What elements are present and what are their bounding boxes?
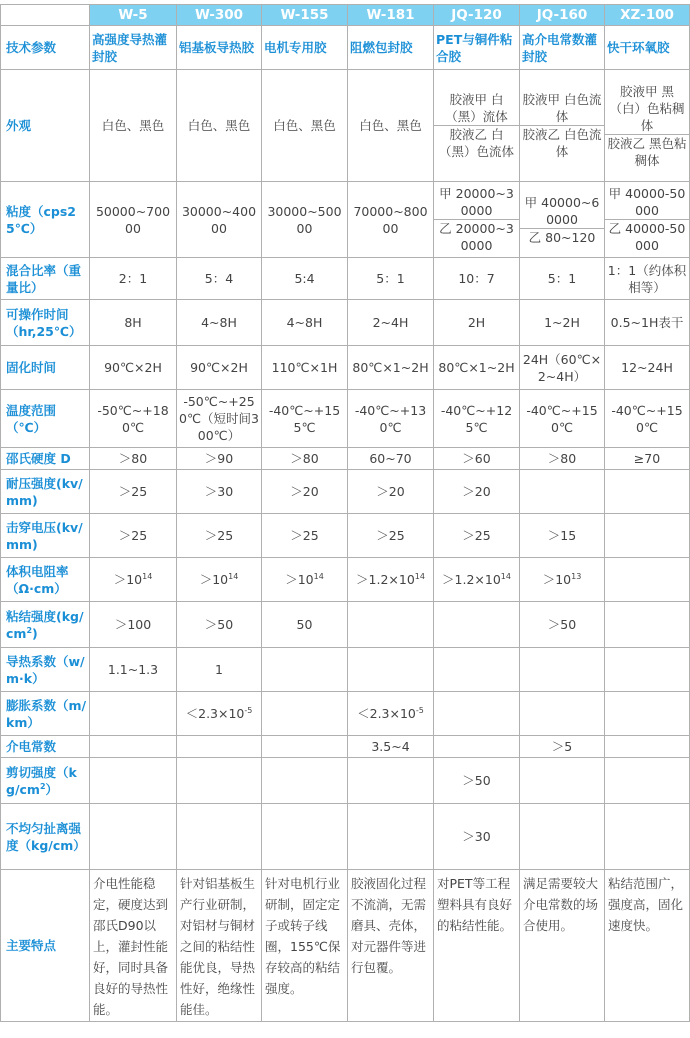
table-cell: ＞15	[520, 514, 605, 558]
table-cell	[520, 758, 605, 804]
table-cell: 针对铝基板生产行业研制，对铝材与铜材之间的粘结性能优良，导热性好，绝缘性能佳。	[177, 870, 262, 1022]
label-exponent: 2	[26, 625, 33, 635]
label-end: ）	[45, 781, 59, 797]
table-cell: ＞5	[520, 736, 605, 758]
product-name: 阻燃包封胶	[348, 26, 434, 70]
mix-ratio-row	[1, 258, 690, 300]
value-base: ＜2.3×10	[357, 706, 416, 721]
value-exponent: 14	[500, 572, 511, 581]
product-name: PET与铜件粘合胶	[434, 26, 520, 70]
row-label: 技术参数	[1, 26, 90, 70]
value-base: ＞10	[285, 572, 314, 587]
temp-range-row	[1, 390, 690, 448]
table-cell	[348, 758, 434, 804]
label-base: 剪切强度（kg/cm	[6, 764, 77, 797]
row-label: 邵氏硬度 D	[1, 448, 90, 470]
table-cell	[520, 70, 605, 182]
table-cell	[262, 648, 348, 692]
features-row	[1, 870, 690, 1022]
row-label: 介电常数	[1, 736, 90, 758]
table-cell: 5：4	[177, 258, 262, 300]
table-cell: ＞25	[177, 514, 262, 558]
breakdown-row	[1, 514, 690, 558]
table-cell: 30000~40000	[177, 182, 262, 258]
appearance-row	[1, 70, 690, 182]
table-cell: -40℃~+125℃	[434, 390, 520, 448]
table-cell: ＞30	[434, 804, 520, 870]
table-cell: ＞80	[520, 448, 605, 470]
table-cell: 110℃×1H	[262, 346, 348, 390]
row-label: 可操作时间（hr,25℃）	[1, 300, 90, 346]
table-cell: ＞25	[348, 514, 434, 558]
table-cell: 1.1~1.3	[90, 648, 177, 692]
product-name: 铝基板导热胶	[177, 26, 262, 70]
table-cell: 2：1	[90, 258, 177, 300]
table-cell: 24H（60℃×2~4H）	[520, 346, 605, 390]
label-end: )	[32, 625, 38, 641]
table-cell	[90, 804, 177, 870]
table-cell: 12~24H	[605, 346, 690, 390]
table-cell	[434, 736, 520, 758]
value-base: ＞10	[113, 572, 143, 587]
table-cell: 白色、黑色	[177, 70, 262, 182]
cell-part: 乙 80~120	[520, 228, 604, 246]
table-cell	[605, 470, 690, 514]
table-cell: -40℃~+155℃	[262, 390, 348, 448]
table-cell: 8H	[90, 300, 177, 346]
table-cell	[605, 514, 690, 558]
table-cell	[434, 692, 520, 736]
value-exponent: -5	[244, 706, 253, 715]
row-label: 不均匀扯离强度（kg/cm）	[1, 804, 90, 870]
table-cell	[605, 692, 690, 736]
table-cell: 70000~80000	[348, 182, 434, 258]
model-header-row	[1, 5, 690, 26]
table-cell: ＞25	[434, 514, 520, 558]
table-cell: ＞100	[90, 602, 177, 648]
table-cell: ＞50	[434, 758, 520, 804]
model-cell: W-300	[177, 5, 262, 26]
table-cell: 5：1	[520, 258, 605, 300]
table-cell	[348, 558, 434, 602]
row-label	[1, 602, 90, 648]
hardness-row	[1, 448, 690, 470]
table-cell	[520, 648, 605, 692]
table-cell: 介电性能稳定，硬度达到邵氏D90以上，灌封性能好，同时具备良好的导热性能。	[90, 870, 177, 1022]
row-label: 粘度（cps25℃）	[1, 182, 90, 258]
table-cell	[434, 558, 520, 602]
expansion-row	[1, 692, 690, 736]
row-label: 耐压强度(kv/mm)	[1, 470, 90, 514]
product-name: 电机专用胶	[262, 26, 348, 70]
table-cell: 80℃×1~2H	[348, 346, 434, 390]
value-base: ＞1.2×10	[356, 572, 415, 587]
table-cell	[348, 692, 434, 736]
value-base: ＞10	[199, 572, 229, 587]
row-label: 外观	[1, 70, 90, 182]
cell-part: 甲 40000~60000	[524, 194, 600, 227]
product-name: 高介电常数灌封胶	[520, 26, 605, 70]
label-base: 粘结强度(kg/cm	[6, 608, 84, 641]
table-cell	[520, 558, 605, 602]
table-cell	[434, 648, 520, 692]
table-cell	[605, 602, 690, 648]
table-cell: ＞50	[177, 602, 262, 648]
label-exponent: 2	[39, 781, 46, 791]
table-cell: 白色、黑色	[90, 70, 177, 182]
table-cell	[434, 70, 520, 182]
cell-part: 胶液乙 白（黑）色流体	[434, 125, 519, 160]
dielectric-row	[1, 736, 690, 758]
peel-row	[1, 804, 690, 870]
product-name-row	[1, 26, 690, 70]
table-cell: ＞20	[348, 470, 434, 514]
table-cell	[348, 648, 434, 692]
value-base: ＞1.2×10	[442, 572, 501, 587]
table-cell	[262, 558, 348, 602]
table-cell: ≥70	[605, 448, 690, 470]
cell-part: 胶液甲 白色流体	[522, 92, 602, 124]
table-cell: 白色、黑色	[262, 70, 348, 182]
table-cell: ＞50	[520, 602, 605, 648]
table-cell: 对PET等工程塑料具有良好的粘结性能。	[434, 870, 520, 1022]
table-cell: ＞80	[262, 448, 348, 470]
cell-part: 乙 40000-50000	[605, 219, 689, 254]
table-cell	[262, 692, 348, 736]
cell-part: 胶液甲 黑（白）色粘稠体	[609, 83, 685, 133]
shear-row	[1, 758, 690, 804]
compressive-row	[1, 470, 690, 514]
tech-spec-table	[0, 4, 690, 1022]
model-cell: W-155	[262, 5, 348, 26]
table-cell	[520, 182, 605, 258]
table-cell: 1：1（约体积相等）	[605, 258, 690, 300]
table-cell	[434, 602, 520, 648]
table-cell: 30000~50000	[262, 182, 348, 258]
table-cell: -40℃~+130℃	[348, 390, 434, 448]
row-label: 体积电阻率（Ω·cm）	[1, 558, 90, 602]
cell-part: 胶液乙 白色流体	[520, 125, 604, 160]
table-cell: -50℃~+250℃（短时间300℃）	[177, 390, 262, 448]
table-cell	[177, 558, 262, 602]
table-cell	[177, 736, 262, 758]
value-exponent: 14	[142, 572, 153, 581]
table-cell	[262, 804, 348, 870]
table-cell: 4~8H	[177, 300, 262, 346]
table-cell: ＞30	[177, 470, 262, 514]
table-cell: 90℃×2H	[177, 346, 262, 390]
value-exponent: 13	[571, 572, 582, 581]
table-cell	[177, 692, 262, 736]
table-cell	[90, 692, 177, 736]
table-cell: ＞25	[262, 514, 348, 558]
table-cell	[605, 736, 690, 758]
table-cell: 胶液固化过程不流淌，无需磨具、壳体，对元器件等进行包覆。	[348, 870, 434, 1022]
table-cell	[90, 558, 177, 602]
pot-life-row	[1, 300, 690, 346]
table-cell: 2H	[434, 300, 520, 346]
table-cell: ＞60	[434, 448, 520, 470]
table-cell	[262, 758, 348, 804]
table-cell	[262, 736, 348, 758]
table-cell: 50	[262, 602, 348, 648]
table-cell	[348, 804, 434, 870]
model-cell: JQ-160	[520, 5, 605, 26]
table-cell	[605, 558, 690, 602]
table-cell	[520, 470, 605, 514]
table-cell	[605, 648, 690, 692]
table-cell: ＞20	[434, 470, 520, 514]
table-cell	[605, 182, 690, 258]
row-label: 温度范围（℃）	[1, 390, 90, 448]
table-cell: 60~70	[348, 448, 434, 470]
product-name: 高强度导热灌封胶	[90, 26, 177, 70]
cell-part: 胶液乙 黑色粘稠体	[605, 134, 689, 169]
table-cell	[520, 692, 605, 736]
row-label: 膨胀系数（m/km）	[1, 692, 90, 736]
table-cell	[90, 736, 177, 758]
table-cell: 1~2H	[520, 300, 605, 346]
value-exponent: -5	[415, 706, 424, 715]
bond-strength-row	[1, 602, 690, 648]
value-exponent: 14	[414, 572, 425, 581]
table-cell: 4~8H	[262, 300, 348, 346]
value-base: ＞10	[542, 572, 572, 587]
table-cell: ＞25	[90, 470, 177, 514]
table-cell: ＞80	[90, 448, 177, 470]
table-cell	[605, 758, 690, 804]
value-exponent: 14	[228, 572, 239, 581]
viscosity-row	[1, 182, 690, 258]
cell-part: 乙 20000~30000	[434, 219, 519, 254]
table-cell: 10：7	[434, 258, 520, 300]
table-cell: 90℃×2H	[90, 346, 177, 390]
table-cell: ＞90	[177, 448, 262, 470]
table-cell: -40℃~+150℃	[605, 390, 690, 448]
row-label: 击穿电压(kv/mm)	[1, 514, 90, 558]
table-cell: 3.5~4	[348, 736, 434, 758]
table-cell: 5：1	[348, 258, 434, 300]
table-cell: -40℃~+150℃	[520, 390, 605, 448]
table-cell: 满足需要较大介电常数的场合使用。	[520, 870, 605, 1022]
table-cell	[605, 70, 690, 182]
table-cell	[348, 602, 434, 648]
value-base: ＜2.3×10	[185, 706, 245, 721]
table-cell: 80℃×1~2H	[434, 346, 520, 390]
table-cell: 5:4	[262, 258, 348, 300]
table-cell	[605, 804, 690, 870]
row-label	[1, 758, 90, 804]
model-cell: W-5	[90, 5, 177, 26]
product-name: 快干环氧胶	[605, 26, 690, 70]
table-cell: ＞25	[90, 514, 177, 558]
resistivity-row	[1, 558, 690, 602]
value-exponent: 14	[313, 572, 324, 581]
table-cell	[520, 804, 605, 870]
row-label: 固化时间	[1, 346, 90, 390]
table-cell: 针对电机行业研制，固定定子或转子线圈，155℃保存较高的粘结强度。	[262, 870, 348, 1022]
table-cell: 粘结范围广，强度高，固化速度快。	[605, 870, 690, 1022]
thermal-conductivity-row	[1, 648, 690, 692]
model-cell: W-181	[348, 5, 434, 26]
table-cell: 1	[177, 648, 262, 692]
row-label: 混合比率（重量比）	[1, 258, 90, 300]
cell-part: 胶液甲 白（黑）流体	[445, 92, 508, 124]
cell-part: 甲 20000~30000	[439, 186, 514, 218]
table-cell: -50℃~+180℃	[90, 390, 177, 448]
row-label: 主要特点	[1, 870, 90, 1022]
cure-time-row	[1, 346, 690, 390]
header-corner	[1, 5, 90, 26]
row-label: 导热系数（w/m·k）	[1, 648, 90, 692]
table-cell	[90, 758, 177, 804]
table-cell: 0.5~1H表干	[605, 300, 690, 346]
model-cell: JQ-120	[434, 5, 520, 26]
table-cell	[177, 758, 262, 804]
table-cell: 2~4H	[348, 300, 434, 346]
table-cell	[434, 182, 520, 258]
table-cell: ＞20	[262, 470, 348, 514]
model-cell: XZ-100	[605, 5, 690, 26]
table-cell: 50000~70000	[90, 182, 177, 258]
table-cell: 白色、黑色	[348, 70, 434, 182]
cell-part: 甲 40000-50000	[608, 186, 686, 218]
table-cell	[177, 804, 262, 870]
